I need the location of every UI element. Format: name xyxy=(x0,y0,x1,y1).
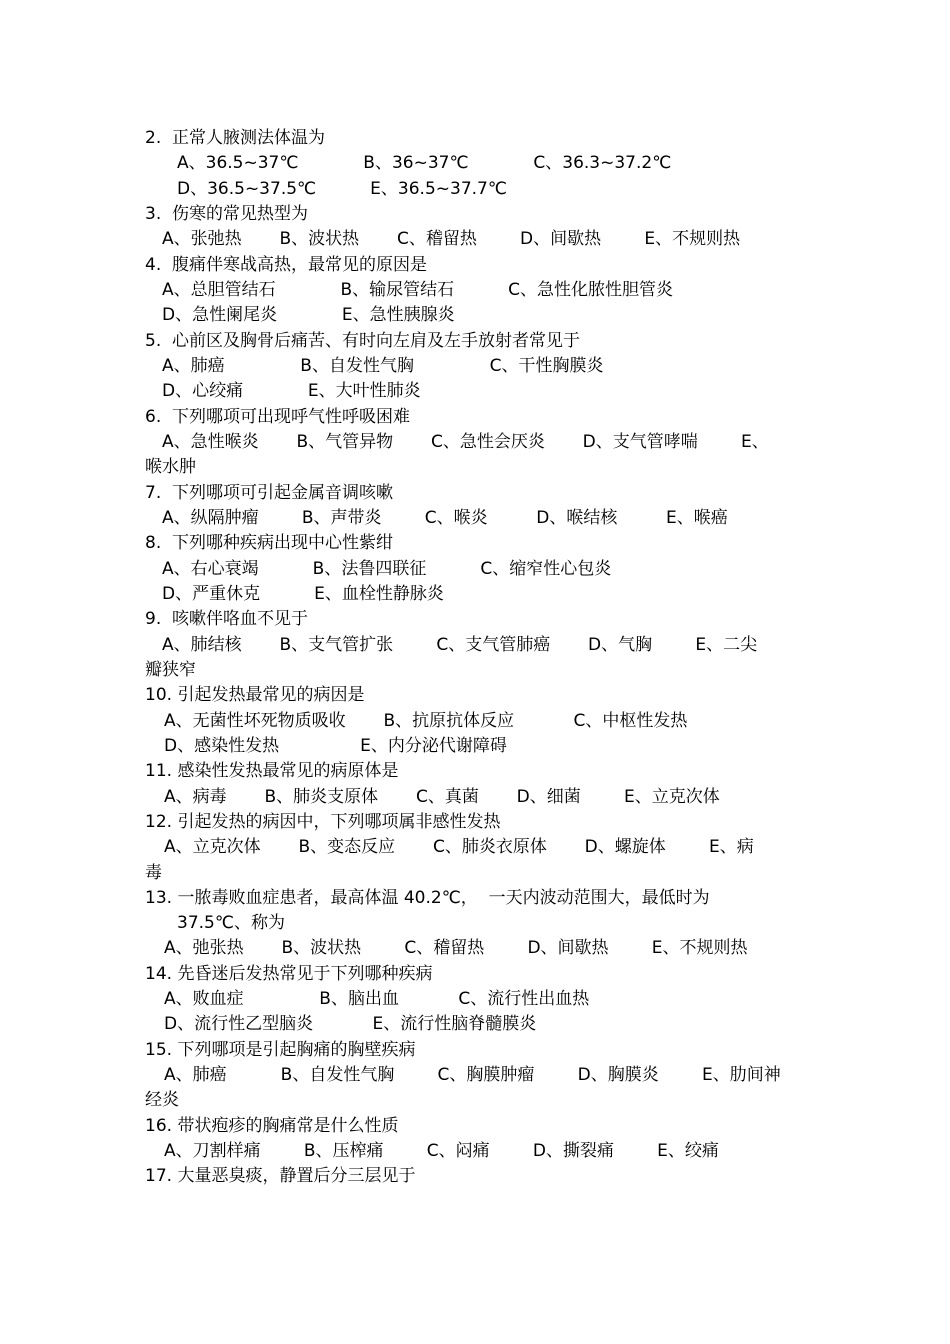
question-5: 5. 心前区及胸骨后痛苦、有时向左肩及左手放射者常见于 xyxy=(145,331,581,351)
options-row: D、急性阑尾炎 E、急性胰腺炎 xyxy=(162,305,455,325)
question-8: 8. 下列哪种疾病出现中心性紫绀 xyxy=(145,533,394,553)
question-17: 17. 大量恶臭痰，静置后分三层见于 xyxy=(145,1166,416,1186)
options-row: A、右心衰竭 B、法鲁四联征 C、缩窄性心包炎 xyxy=(162,559,612,579)
options-wrap: 瓣狭窄 xyxy=(145,660,196,680)
question-12: 12. 引起发热的病因中，下列哪项属非感性发热 xyxy=(145,812,501,832)
options-row: A、弛张热 B、波状热 C、稽留热 D、间歇热 E、不规则热 xyxy=(164,938,748,958)
options-wrap: 经炎 xyxy=(145,1090,179,1110)
options-row: A、36.5~37℃ B、36~37℃ C、36.3~37.2℃ xyxy=(177,153,672,173)
options-row: D、心绞痛 E、大叶性肺炎 xyxy=(162,381,421,401)
options-row: A、张弛热 B、波状热 C、稽留热 D、间歇热 E、不规则热 xyxy=(162,229,741,249)
question-7: 7. 下列哪项可引起金属音调咳嗽 xyxy=(145,483,394,503)
question-6: 6. 下列哪项可出现呼气性呼吸困难 xyxy=(145,407,411,427)
options-row: A、肺癌 B、自发性气胸 C、胸膜肿瘤 D、胸膜炎 E、肋间神 xyxy=(164,1065,781,1085)
options-wrap: 毒 xyxy=(145,863,162,883)
question-14: 14. 先昏迷后发热常见于下列哪种疾病 xyxy=(145,964,433,984)
question-13-continued: 37.5℃、称为 xyxy=(177,913,285,933)
options-row: D、36.5~37.5℃ E、36.5~37.7℃ xyxy=(177,179,507,199)
options-row: A、败血症 B、脑出血 C、流行性出血热 xyxy=(164,989,590,1009)
question-13: 13. 一脓毒败血症患者，最高体温 40.2℃， 一天内波动范围大，最低时为 xyxy=(145,888,710,908)
options-row: A、立克次体 B、变态反应 C、肺炎衣原体 D、螺旋体 E、病 xyxy=(164,837,754,857)
options-row: A、肺结核 B、支气管扩张 C、支气管肺癌 D、气胸 E、二尖 xyxy=(162,635,758,655)
question-16: 16. 带状疱疹的胸痛常是什么性质 xyxy=(145,1116,399,1136)
options-row: D、严重休克 E、血栓性静脉炎 xyxy=(162,584,444,604)
question-2: 2. 正常人腋测法体温为 xyxy=(145,128,326,148)
options-row: A、急性喉炎 B、气管异物 C、急性会厌炎 D、支气管哮喘 E、 xyxy=(162,432,769,452)
options-row: A、刀割样痛 B、压榨痛 C、闷痛 D、撕裂痛 E、绞痛 xyxy=(164,1141,719,1161)
question-10: 10. 引起发热最常见的病因是 xyxy=(145,685,365,705)
options-row: A、肺癌 B、自发性气胸 C、干性胸膜炎 xyxy=(162,356,604,376)
question-4: 4. 腹痛伴寒战高热，最常见的原因是 xyxy=(145,255,428,275)
options-wrap: 喉水肿 xyxy=(145,457,196,477)
options-row: A、无菌性坏死物质吸收 B、抗原抗体反应 C、中枢性发热 xyxy=(164,711,688,731)
options-row: D、感染性发热 E、内分泌代谢障碍 xyxy=(164,736,507,756)
options-row: A、总胆管结石 B、输尿管结石 C、急性化脓性胆管炎 xyxy=(162,280,674,300)
options-row: D、流行性乙型脑炎 E、流行性脑脊髓膜炎 xyxy=(164,1014,537,1034)
question-11: 11. 感染性发热最常见的病原体是 xyxy=(145,761,399,781)
question-3: 3. 伤寒的常见热型为 xyxy=(145,204,309,224)
question-15: 15. 下列哪项是引起胸痛的胸壁疾病 xyxy=(145,1040,416,1060)
question-9: 9. 咳嗽伴咯血不见于 xyxy=(145,609,309,629)
options-row: A、病毒 B、肺炎支原体 C、真菌 D、细菌 E、立克次体 xyxy=(164,787,720,807)
options-row: A、纵隔肿瘤 B、声带炎 C、喉炎 D、喉结核 E、喉癌 xyxy=(162,508,728,528)
